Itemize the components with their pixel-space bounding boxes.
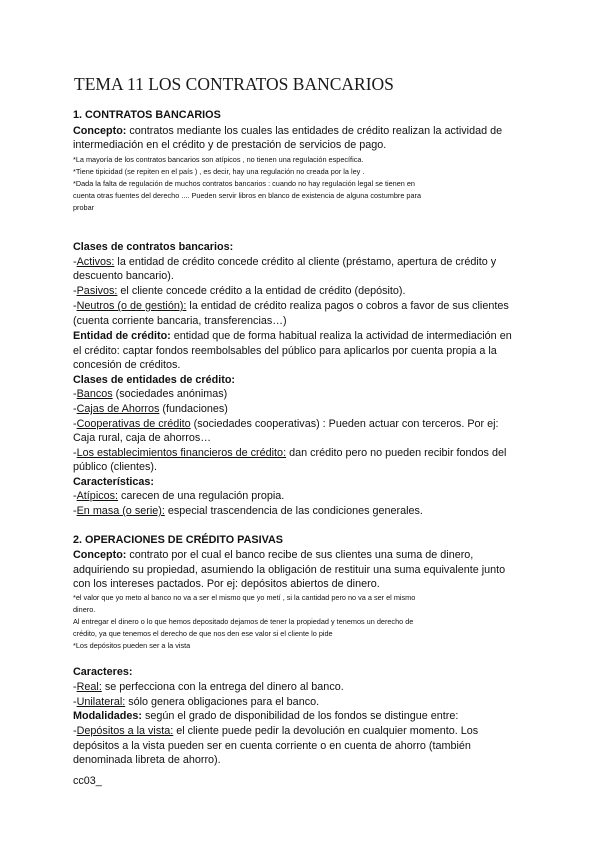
s2-concepto-line-3: con los intereses pactados. Por ej: depósitos abiertos de dinero. bbox=[73, 578, 380, 590]
s2-note-1a: *el valor que yo meto al banco no va a ser el mismo que yo metí , si la cantidad pero no va a ser el mismo bbox=[73, 593, 416, 602]
establ-line-2: público (clientes). bbox=[73, 461, 158, 473]
entidad-line bbox=[73, 330, 512, 343]
vista-line-2: depósitos a la vista pueden ser en cuenta corriente o en cuenta de ahorro (también bbox=[73, 740, 471, 752]
establ-line: -Los establecimientos financieros de crédito: dan crédito pero no pueden recibir fondos del bbox=[73, 447, 507, 459]
vista-label: Depósitos a la vista: bbox=[76, 725, 174, 737]
document-title: TEMA 11 LOS CONTRATOS BANCARIOS bbox=[74, 74, 394, 94]
masa-label: En masa (o serie): bbox=[76, 505, 165, 517]
s1-note-3b: cuenta otras fuentes del derecho .... Pueden servir libros en blanco de existencia de alguna costumbre para bbox=[73, 191, 422, 200]
clases-entidades-heading: Clases de entidades de crédito: bbox=[73, 374, 236, 386]
neutros-line: -Neutros (o de gestión): la entidad de crédito realiza pagos o cobros a favor de sus clientes bbox=[73, 300, 509, 312]
s1-concepto-text: contratos mediante los cuales las entidades de crédito realizan la actividad de bbox=[126, 125, 503, 137]
atipicos-line: -Atípicos: carecen de una regulación propia. bbox=[73, 490, 285, 502]
s2-concepto-line bbox=[73, 549, 473, 562]
real-line: -Real: se perfecciona con la entrega del dinero al banco. bbox=[73, 681, 344, 693]
activos-text: la entidad de crédito concede crédito al cliente (préstamo, apertura de crédito y bbox=[114, 256, 497, 268]
s1-concepto-label: Concepto: bbox=[73, 125, 127, 137]
coop-line: -Cooperativas de crédito (sociedades cooperativas) : Pueden actuar con terceros. Por ej: bbox=[73, 418, 499, 430]
neutros-label: Neutros (o de gestión): bbox=[76, 300, 187, 312]
entidad-text: entidad que de forma habitual realiza la actividad de intermediación en bbox=[170, 330, 512, 342]
s1-note-3c: probar bbox=[73, 203, 95, 212]
bancos-line: -Bancos (sociedades anónimas) bbox=[73, 388, 228, 400]
s1-note-1: *La mayoría de los contratos bancarios son atípicos , no tienen una regulación específica. bbox=[73, 155, 364, 164]
s2-note-2a: Al entregar el dinero o lo que hemos depositado dejamos de tener la propiedad y tenemos un derecho de bbox=[73, 617, 414, 626]
section-1-heading: 1. CONTRATOS BANCARIOS bbox=[73, 109, 221, 121]
masa-line: -En masa (o serie): especial trascendencia de las condiciones generales. bbox=[73, 505, 423, 517]
atipicos-label: Atípicos: bbox=[76, 490, 119, 502]
footer-code: cc03_ bbox=[73, 775, 102, 787]
entidad-line-3: concesión de créditos. bbox=[73, 359, 181, 371]
coop-label: Cooperativas de crédito bbox=[76, 418, 191, 430]
vista-line: -Depósitos a la vista: el cliente puede pedir la devolución en cualquier momento. Los bbox=[73, 725, 479, 737]
s1-note-2: *Tiene tipicidad (se repiten en el país ) , es decir, hay una regulación no creada por la ley . bbox=[73, 167, 365, 176]
s2-note-1b: dinero. bbox=[73, 605, 96, 614]
unilateral-text: sólo genera obligaciones para el banco. bbox=[125, 696, 320, 708]
atipicos-text: carecen de una regulación propia. bbox=[118, 490, 285, 502]
modalidades-label: Modalidades: bbox=[73, 710, 142, 722]
neutros-text: la entidad de crédito realiza pagos o cobros a favor de sus clientes bbox=[186, 300, 509, 312]
pasivos-text: el cliente concede crédito a la entidad de crédito (depósito). bbox=[117, 285, 406, 297]
entidad-line-2: el crédito: captar fondos reembolsables del público para aplicarlos por cuenta propia a la bbox=[73, 345, 497, 357]
modalidades-text: según el grado de disponibilidad de los fondos se distingue entre: bbox=[142, 710, 459, 722]
cajas-text: (fundaciones) bbox=[159, 403, 228, 415]
unilateral-line: -Unilateral: sólo genera obligaciones para el banco. bbox=[73, 696, 320, 708]
unilateral-label: Unilateral: bbox=[76, 696, 126, 708]
caracteres-heading: Caracteres: bbox=[73, 666, 133, 678]
bancos-label: Bancos bbox=[76, 388, 113, 400]
s2-note-2b: crédito, ya que tenemos el derecho de que nos den ese valor si el cliente lo pide bbox=[73, 629, 333, 638]
real-text: se perfecciona con la entrega del dinero al banco. bbox=[101, 681, 344, 693]
masa-text: especial trascendencia de las condiciones generales. bbox=[164, 505, 423, 517]
coop-line-2: Caja rural, caja de ahorros… bbox=[73, 432, 212, 444]
s2-concepto-line-2: adquiriendo su propiedad, asumiendo la obligación de restituir una suma equivalente junto bbox=[73, 564, 506, 576]
real-label: Real: bbox=[76, 681, 102, 693]
s2-concepto-text: contrato por el cual el banco recibe de sus clientes una suma de dinero, bbox=[126, 549, 474, 561]
s1-note-3a: *Dada la falta de regulación de muchos contratos bancarios : cuando no hay regulación legal se tienen en bbox=[73, 179, 415, 188]
caracteristicas-heading: Características: bbox=[73, 476, 155, 488]
s2-note-3: *Los depósitos pueden ser a la vista bbox=[73, 641, 191, 650]
entidad-label: Entidad de crédito: bbox=[73, 330, 171, 342]
bancos-text: (sociedades anónimas) bbox=[112, 388, 228, 400]
s1-concepto-line bbox=[73, 125, 502, 138]
activos-label: Activos: bbox=[76, 256, 115, 268]
establ-text: dan crédito pero no pueden recibir fondos del bbox=[286, 447, 507, 459]
pasivos-line: -Pasivos: el cliente concede crédito a la entidad de crédito (depósito). bbox=[73, 285, 406, 297]
vista-text: el cliente puede pedir la devolución en cualquier momento. Los bbox=[173, 725, 479, 737]
s1-concepto-line-2: intermediación en el crédito y de prestación de servicios de pago. bbox=[73, 139, 387, 151]
establ-label: Los establecimientos financieros de crédito: bbox=[76, 447, 287, 459]
vista-line-3: denominada libreta de ahorro). bbox=[73, 754, 221, 766]
cajas-line: -Cajas de Ahorros (fundaciones) bbox=[73, 403, 228, 415]
cajas-label: Cajas de Ahorros bbox=[76, 403, 160, 415]
pasivos-label: Pasivos: bbox=[76, 285, 118, 297]
neutros-line-2: (cuenta corriente bancaria, transferencias…) bbox=[73, 315, 287, 327]
activos-line: -Activos: la entidad de crédito concede crédito al cliente (préstamo, apertura de crédito y bbox=[73, 256, 497, 268]
coop-text: (sociedades cooperativas) : Pueden actuar con terceros. Por ej: bbox=[190, 418, 499, 430]
activos-line-2: descuento bancario). bbox=[73, 270, 174, 282]
s2-concepto-label: Concepto: bbox=[73, 549, 127, 561]
section-2-heading: 2. OPERACIONES DE CRÉDITO PASIVAS bbox=[73, 534, 283, 546]
modalidades-line bbox=[73, 710, 458, 723]
clases-contratos-heading: Clases de contratos bancarios: bbox=[73, 241, 234, 253]
